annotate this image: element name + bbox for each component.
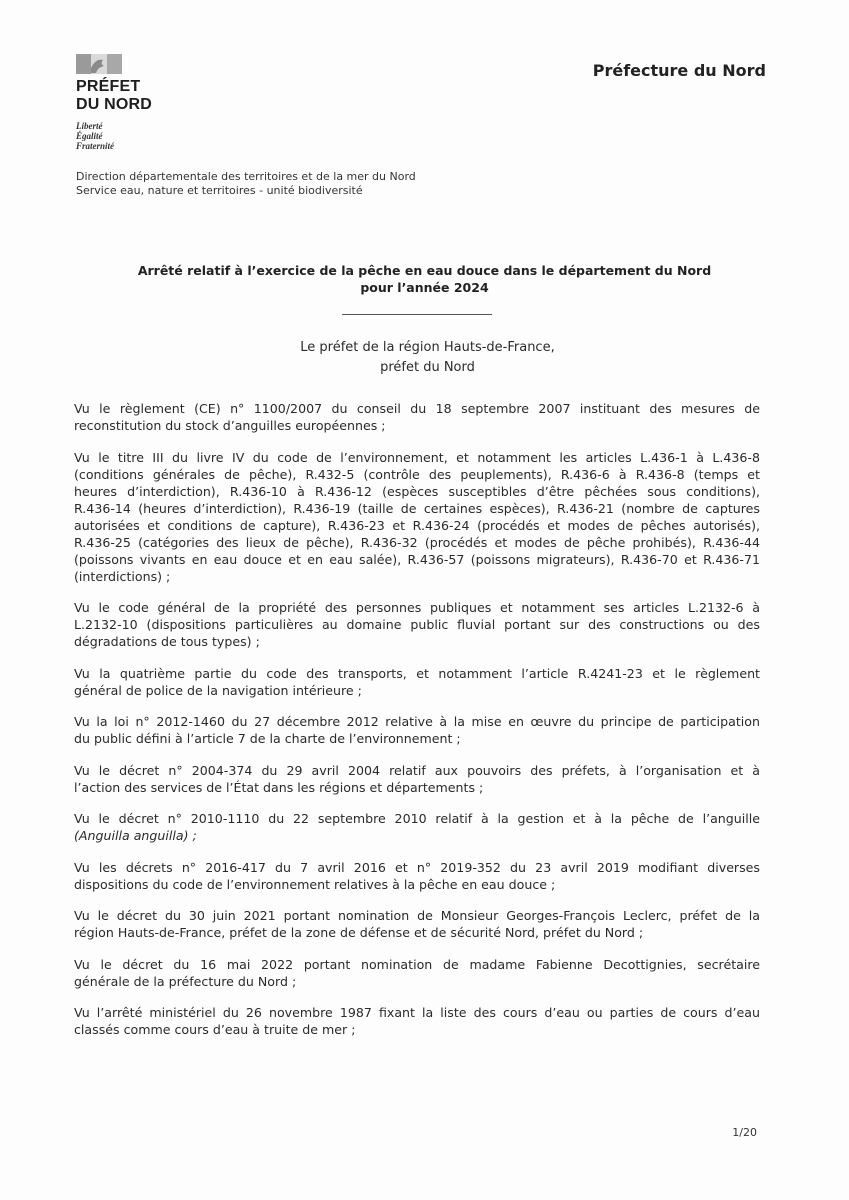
motto-egalite: Égalité	[76, 131, 103, 141]
title-line-2: pour l’année 2024	[360, 280, 489, 295]
service-line-1: Direction départementale des territoires et de la mer du Nord	[76, 170, 416, 183]
paragraph-line: Vu le décret n° 2004-374 du 29 avril 2004 relatif aux pouvoirs des préfets, à l’organisation et à	[74, 762, 760, 778]
paragraph-line: Vu le décret du 30 juin 2021 portant nomination de Monsieur Georges-François Leclerc, préfet de la	[74, 908, 760, 923]
visa-paragraph	[74, 1004, 760, 1038]
service-block	[76, 170, 416, 198]
motto-fraternite: Fraternité	[76, 141, 115, 151]
title-line-1: Arrêté relatif à l’exercice de la pêche en eau douce dans le département du Nord	[137, 263, 712, 278]
paragraph-line: général de police de la navigation intérieure ;	[74, 682, 362, 698]
logo-line-2: DU NORD	[76, 96, 153, 113]
visa-paragraph	[74, 713, 760, 747]
paragraph-line: Vu la quatrième partie du code des transports, et notamment l’article R.4241-23 et le règlement	[74, 665, 760, 681]
paragraph-line: Vu le règlement (CE) n° 1100/2007 du conseil du 18 septembre 2007 instituant des mesures de	[74, 401, 760, 416]
paragraph-line: autorisées et conditions de capture), R.436-23 et R.436-24 (procédés et modes de pêches autorisés),	[74, 517, 760, 533]
service-line-2: Service eau, nature et territoires - unité biodiversité	[76, 184, 363, 197]
paragraph-line: Vu le code général de la propriété des personnes publiques et notamment ses articles L.2132-6 à	[74, 600, 760, 615]
paragraph-line: R.436-14 (heures d’interdiction), R.436-19 (taille de certaines espèces), R.436-21 (nombre de captures	[74, 500, 760, 516]
paragraph-line: reconstitution du stock d’anguilles européennes ;	[74, 418, 386, 433]
marianne-flag-icon	[76, 54, 122, 74]
paragraph-line: générale de la préfecture du Nord ;	[74, 973, 297, 989]
signer-line-2: préfet du Nord	[380, 360, 475, 375]
paragraph-line: l’action des services de l’État dans les régions et départements ;	[74, 779, 484, 795]
paragraph-line: (Anguilla anguilla) ;	[74, 828, 197, 843]
paragraph-line: classés comme cours d’eau à truite de mer ;	[74, 1022, 356, 1037]
paragraph-line: Vu le décret n° 2010-1110 du 22 septembre 2010 relatif à la gestion et à la pêche de l’anguille	[74, 811, 760, 826]
visa-paragraph	[74, 956, 760, 990]
paragraph-line: dégradations de tous types) ;	[74, 634, 260, 649]
paragraph-line: R.436-25 (catégories des lieux de pêche), R.436-32 (procédés et modes de pêche prohibés), R.436-44	[74, 534, 760, 550]
visa-paragraph	[74, 400, 760, 434]
visa-paragraph	[74, 599, 760, 650]
visa-paragraph	[74, 907, 760, 941]
logo-line-1: PRÉFET	[76, 78, 141, 95]
signer-line-1: Le préfet de la région Hauts-de-France,	[300, 340, 555, 355]
prefecture-heading: Préfecture du Nord	[592, 61, 766, 80]
paragraph-line: (poissons vivants en eau douce et en eau salée), R.436-57 (poissons migrateurs), R.436-70 et R.436-71	[74, 551, 760, 567]
page-number: 1/20	[732, 1126, 757, 1139]
paragraph-line: Vu le décret du 16 mai 2022 portant nomination de madame Fabienne Decottignies, secrétaire	[74, 956, 760, 972]
visa-paragraph	[74, 665, 760, 699]
document-title	[0, 262, 849, 296]
signer-block	[0, 338, 849, 378]
paragraph-line: Vu les décrets n° 2016-417 du 7 avril 2016 et n° 2019-352 du 23 avril 2019 modifiant diverses	[74, 859, 760, 875]
paragraph-line: région Hauts-de-France, préfet de la zone de défense et de sécurité Nord, préfet du Nord ;	[74, 925, 644, 940]
paragraph-line: (interdictions) ;	[74, 568, 171, 584]
visa-paragraph	[74, 859, 760, 893]
prefet-logo	[76, 54, 152, 151]
paragraph-line: (conditions générales de pêche), R.432-5 (contrôle des peuplements), R.436-6 à R.436-8 (temps et	[74, 466, 760, 482]
visa-paragraph	[74, 810, 760, 844]
paragraph-line: Vu la loi n° 2012-1460 du 27 décembre 2012 relative à la mise en œuvre du principe de participation	[74, 714, 760, 729]
motto	[76, 121, 152, 151]
paragraph-line: du public défini à l’article 7 de la charte de l’environnement ;	[74, 731, 461, 746]
paragraph-line: dispositions du code de l’environnement relatives à la pêche en eau douce ;	[74, 876, 556, 892]
title-divider	[342, 314, 492, 315]
motto-liberte: Liberté	[76, 121, 103, 131]
visa-paragraph	[74, 762, 760, 796]
visa-paragraph	[74, 449, 760, 585]
paragraph-line: Vu l’arrêté ministériel du 26 novembre 1987 fixant la liste des cours d’eau ou parties de cours d’eau	[74, 1005, 760, 1020]
paragraph-line: heures d’interdiction), R.436-10 à R.436-12 (espèces susceptibles d’être pêchées sous conditions),	[74, 483, 760, 499]
paragraph-line: Vu le titre III du livre IV du code de l’environnement, et notamment les articles L.436-1 à L.436-8	[74, 449, 760, 465]
paragraph-line: L.2132-10 (dispositions particulières au domaine public fluvial portant sur des constructions ou des	[74, 617, 760, 632]
document-body	[74, 400, 760, 1053]
